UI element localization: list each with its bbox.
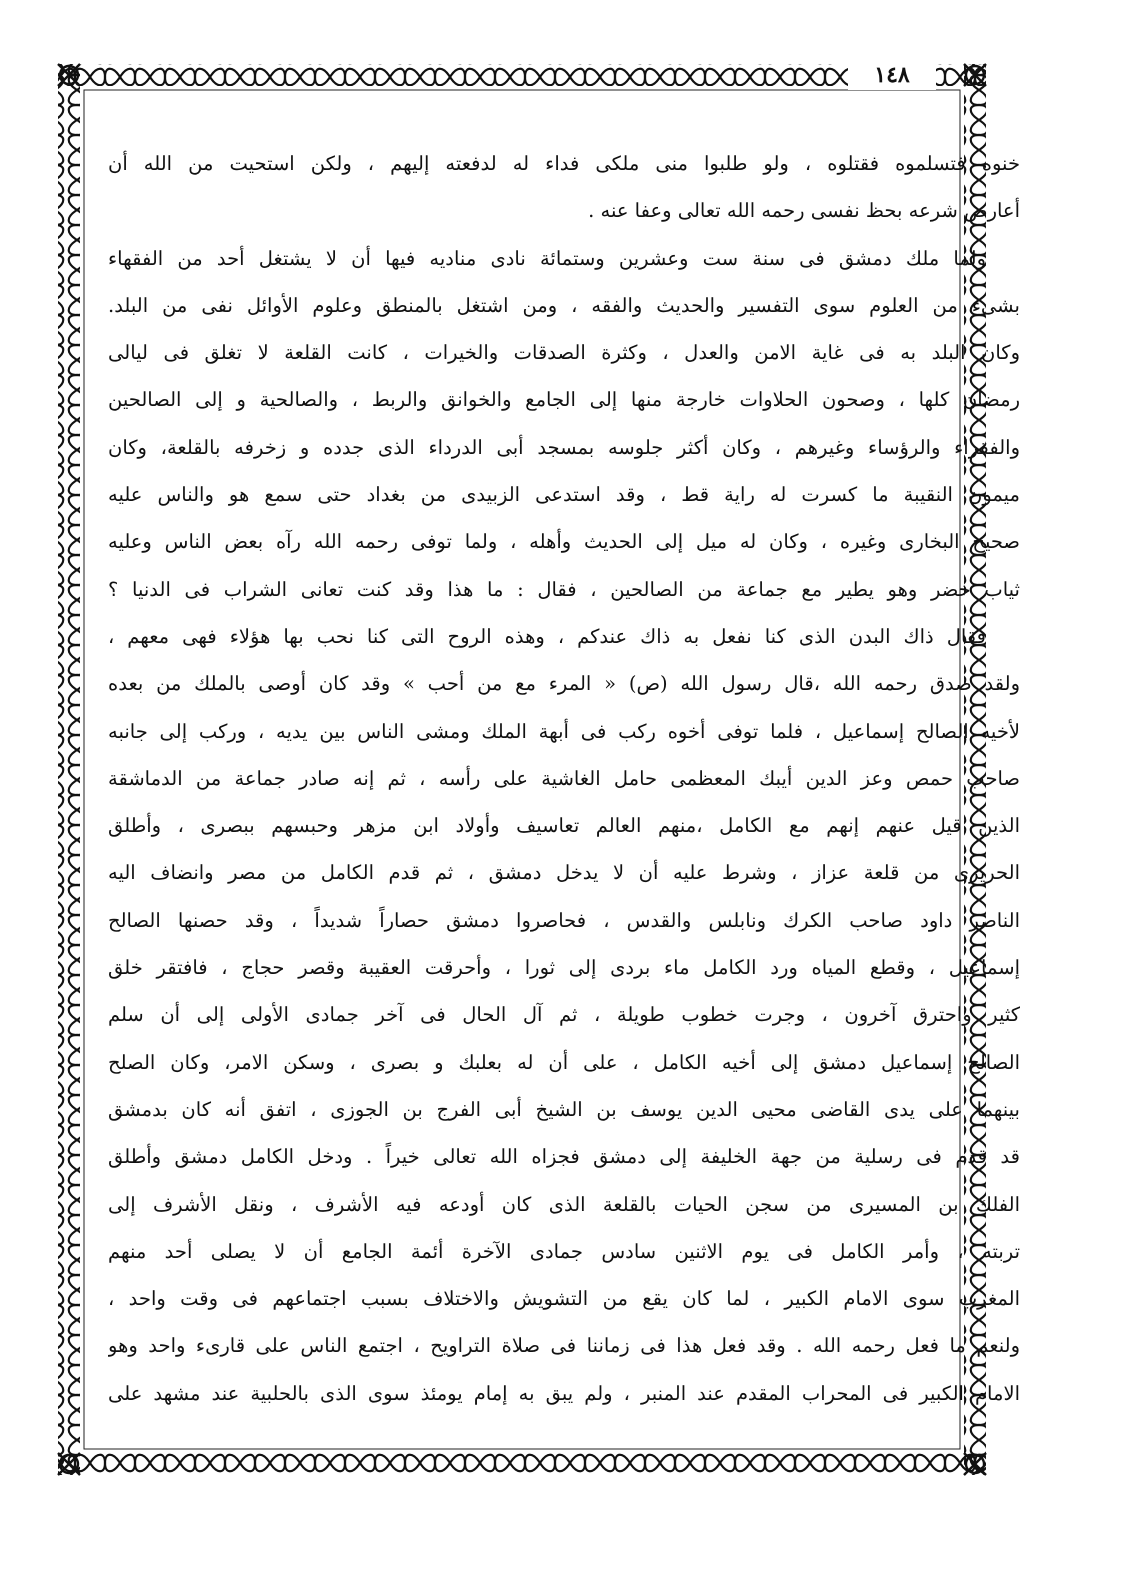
- text-line: كثير واحترق آخرون ، وجرت خطوب طويلة ، ثم آل الحال فى آخر جمادى الأولى إلى أن سلم: [108, 1003, 1020, 1027]
- text-line: صاحب حمص وعز الدين أيبك المعظمى حامل الغاشية على رأسه ، ثم إنه صادر جماعة من الدماشقة: [108, 766, 1020, 790]
- text-line: فقال ذاك البدن الذى كنا نفعل به ذاك عندكم ، وهذه الروح التى كنا نحب بها هؤلاء فهى معهم ،: [108, 624, 986, 648]
- text-line: ثياب خضر وهو يطير مع جماعة من الصالحين ، فقال : ما هذا وقد كنت تعانى الشراب فى الدنيا ؟: [108, 577, 1020, 601]
- paragraph-start-line: ولما ملك دمشق فى سنة ست وعشرين وستمائة نادى مناديه فيها أن لا يشتغل أحد من الفقهاء: [108, 246, 986, 270]
- text-line: قد قدم فى رسلية من جهة الخليفة إلى دمشق فجزاه الله تعالى خيراً . ودخل الكامل دمشق وأطلق: [108, 1145, 1020, 1169]
- text-line: رمضان كلها ، وصحون الحلاوات خارجة منها إلى الجامع والخوانق والربط ، والصالحية و إلى الصالحين: [108, 388, 1020, 412]
- text-line: بشىء من العلوم سوى التفسير والحديث والفقه ، ومن اشتغل بالمنطق وعلوم الأوائل نفى من البلد.: [108, 293, 1020, 317]
- page-number: ١٤٨: [848, 60, 936, 90]
- text-line: الامام الكبير فى المحراب المقدم عند المنبر ، ولم يبق به إمام يومئذ سوى الذى بالحلبية عند مشهد على: [108, 1381, 1020, 1405]
- text-line: لأخيه الصالح إسماعيل ، فلما توفى أخوه ركب فى أبهة الملك ومشى الناس بين يديه ، وركب إلى جانبه: [108, 719, 1020, 743]
- text-line: ولنعم ما فعل رحمه الله . وقد فعل هذا فى زماننا فى صلاة التراويح ، اجتمع الناس على قارىء واحد وهو: [108, 1334, 1020, 1358]
- text-line: الذين قيل عنهم إنهم مع الكامل ،منهم العالم تعاسيف وأولاد ابن مزهر وحبسهم ببصرى ، وأطلق: [108, 814, 1020, 838]
- text-line: إسماعيل ، وقطع المياه ورد الكامل ماء بردى إلى ثورا ، وأحرقت العقيبة وقصر حجاج ، فافتقر خلق: [108, 956, 1020, 980]
- text-line: ميمون النقيبة ما كسرت له راية قط ، وقد استدعى الزبيدى من بغداد حتى سمع هو والناس عليه: [108, 483, 1020, 507]
- text-body: [108, 140, 1020, 1417]
- text-line: أعارض شرعه بحظ نفسى رحمه الله تعالى وعفا عنه .: [588, 199, 1020, 223]
- text-line: الصالح إسماعيل دمشق إلى أخيه الكامل ، على أن له بعلبك و بصرى ، وسكن الامر، وكان الصلح: [108, 1050, 1020, 1074]
- text-line: الفلك بن المسيرى من سجن الحيات بالقلعة الذى كان أودعه فيه الأشرف ، ونقل الأشرف إلى: [108, 1192, 1020, 1216]
- text-line: خنوه فتسلموه فقتلوه ، ولو طلبوا منى ملكى فداء له لدفعته إليهم ، ولكن استحيت من الله أن: [108, 152, 1020, 175]
- text-line: الناصر داود صاحب الكرك ونابلس والقدس ، فحاصروا دمشق حصاراً شديداً ، وقد حصنها الصالح: [108, 908, 1020, 932]
- text-line: الحريرى من قلعة عزاز ، وشرط عليه أن لا يدخل دمشق ، ثم قدم الكامل من مصر وانضاف اليه: [108, 861, 1020, 885]
- text-line: صحيح البخارى وغيره ، وكان له ميل إلى الحديث وأهله ، ولما توفى رحمه الله رآه بعض الناس وعليه: [108, 530, 1020, 554]
- text-line: تربته ، وأمر الكامل فى يوم الاثنين سادس جمادى الآخرة أئمة الجامع أن لا يصلى أحد منهم: [108, 1239, 1020, 1263]
- text-line: بينهما على يدى القاضى محيى الدين يوسف بن الشيخ أبى الفرج بن الجوزى ، اتفق أنه كان بدمشق: [108, 1097, 1020, 1121]
- text-line: المغرب سوى الامام الكبير ، لما كان يقع من التشويش والاختلاف بسبب اجتماعهم فى وقت واحد ،: [108, 1287, 1020, 1311]
- text-line: والفقراء والرؤساء وغيرهم ، وكان أكثر جلوسه بمسجد أبى الدرداء الذى جدده و زخرفه بالقلعة، وكان: [108, 435, 1020, 459]
- text-line: وكان البلد به فى غاية الامن والعدل ، وكثرة الصدقات والخيرات ، كانت القلعة لا تغلق فى ليالى: [108, 341, 1020, 365]
- text-line: ولقد صدق رحمه الله ،قال رسول الله (ص) « المرء مع من أحب » وقد كان أوصى بالملك من بعده: [108, 672, 1020, 696]
